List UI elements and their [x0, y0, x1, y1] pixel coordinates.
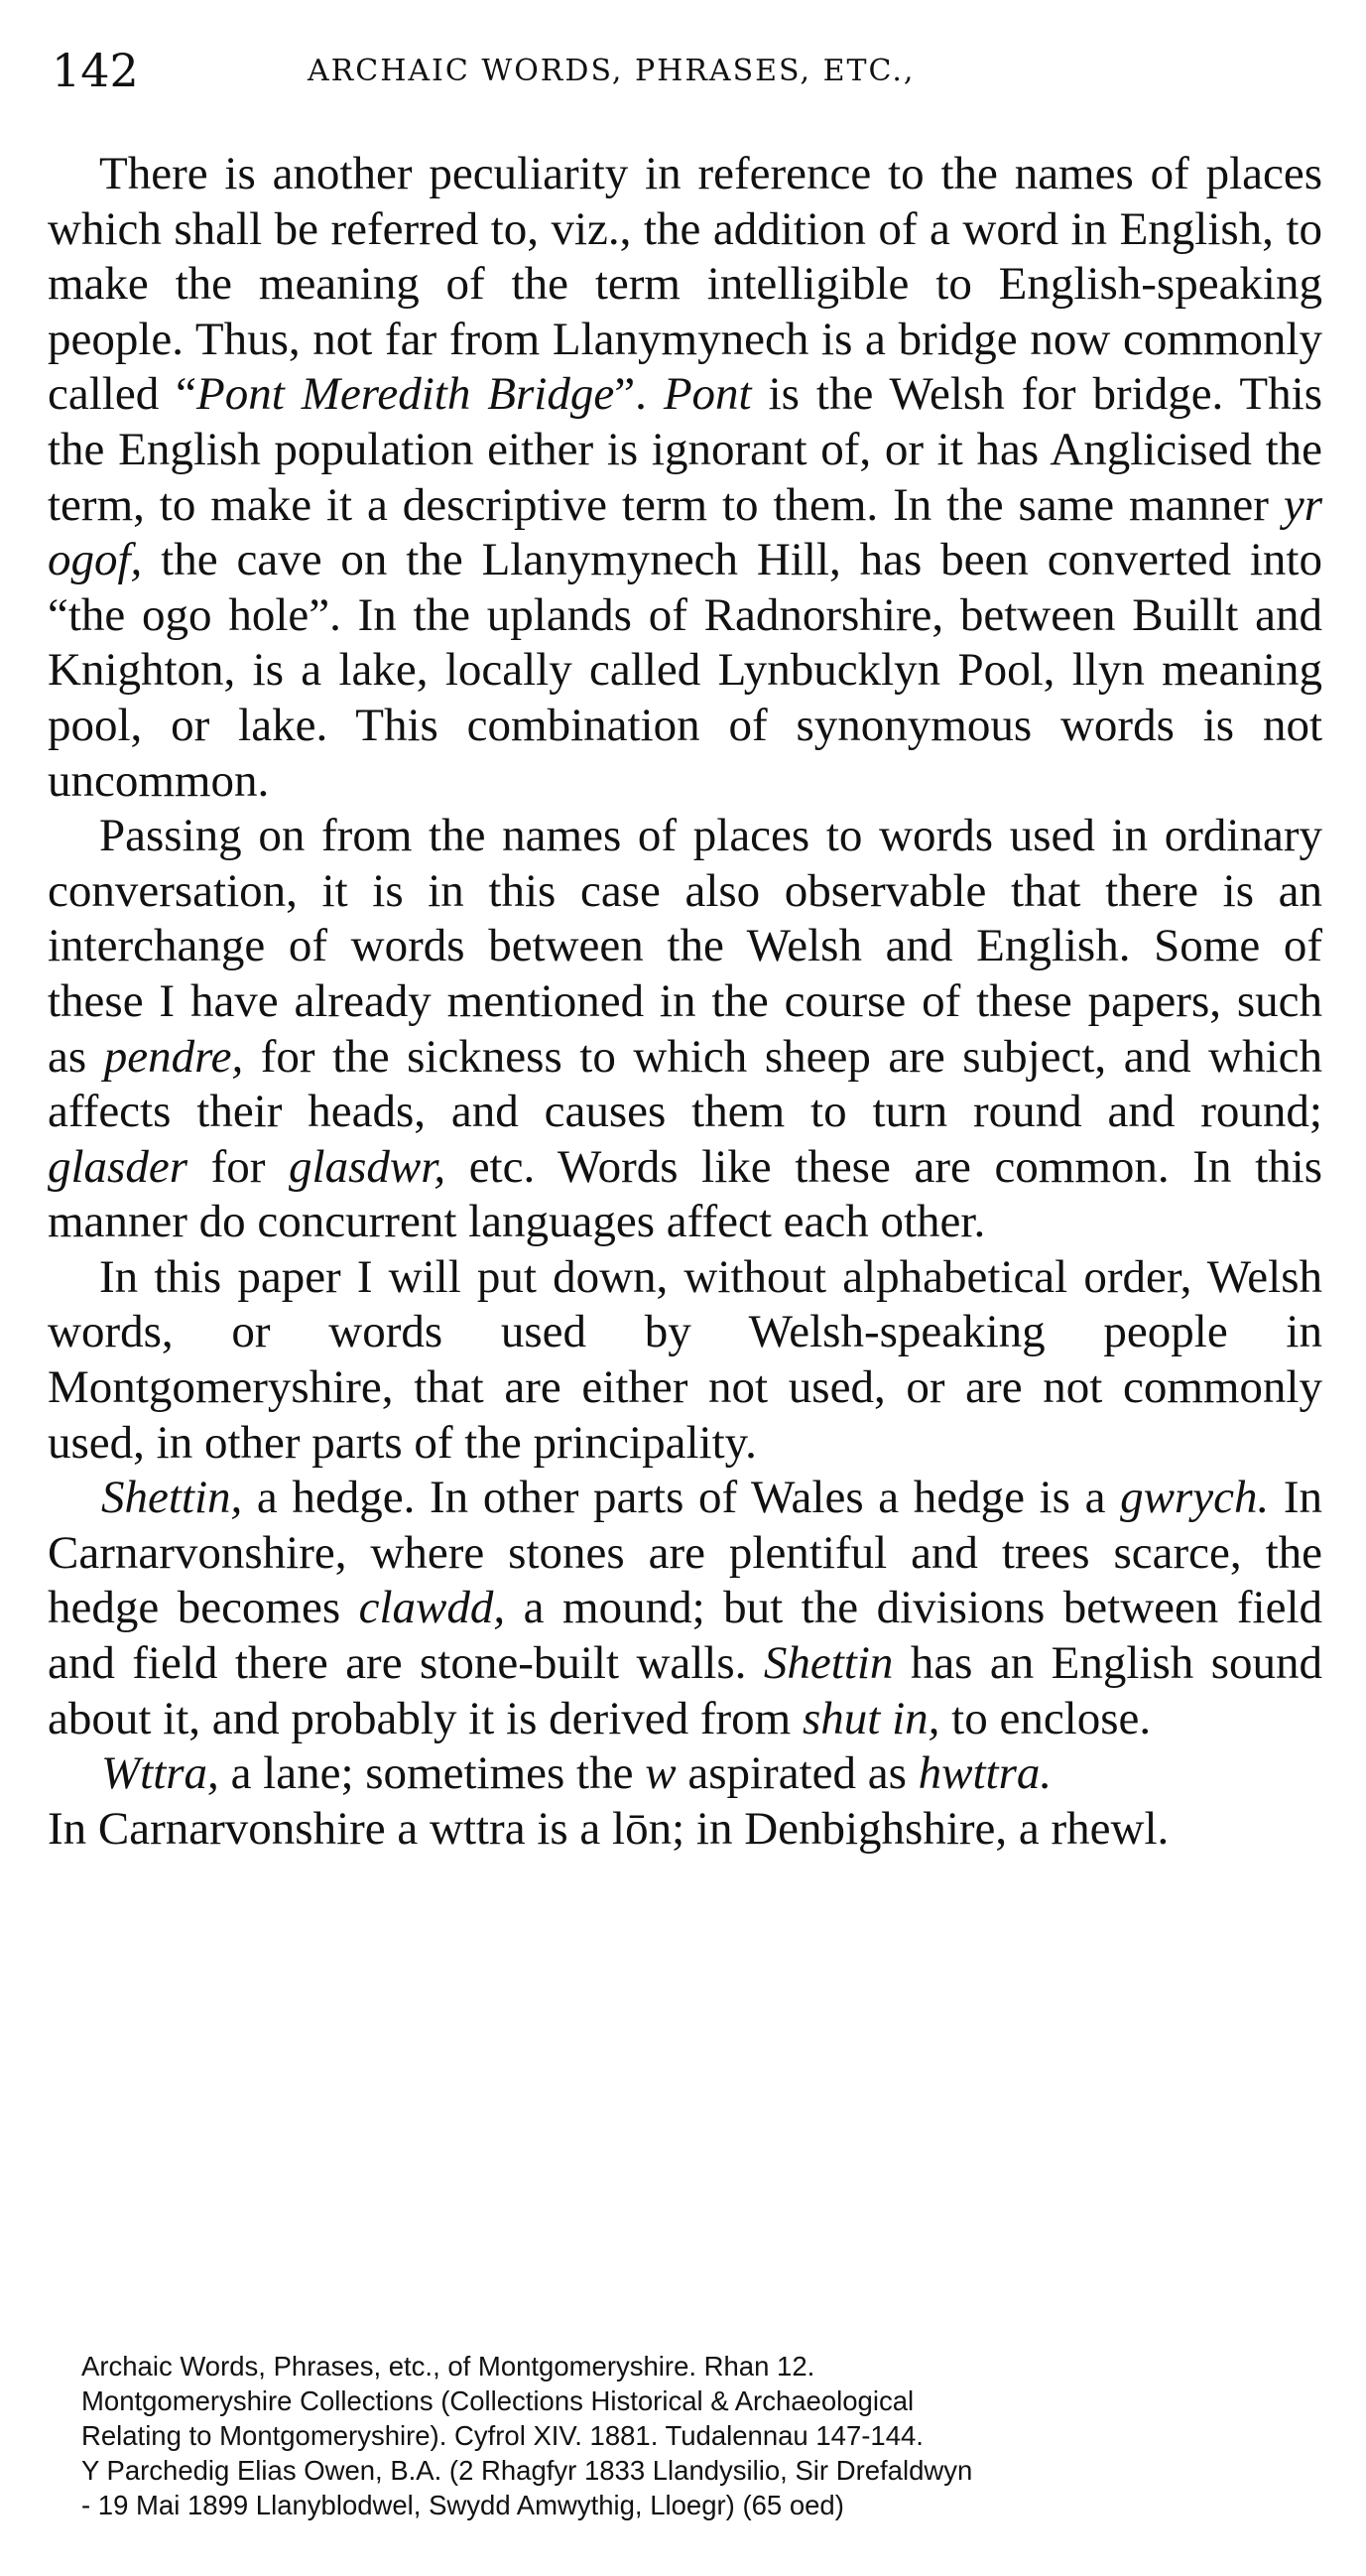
entry-wttra-continued: In Carnarvonshire a wttra is a lōn; in Denbighshire, a rhewl. [48, 1802, 1170, 1855]
running-title: ARCHAIC WORDS, PHRASES, ETC., [308, 54, 916, 88]
paragraph-place-names: There is another peculiarity in reference to the names of places which shall be referred to, viz., the addition of a word in English, to make the meaning of the term intelligible to English-speaking people. Thus, not far from Llanymynech is a bridge now commonly called “Pont Meredith Bridge”. Pont is the Welsh for bridge. This the English population either is ignorant of, or it has Anglicised the term, to make it a descriptive term to them. In the same manner yr ogof, the cave on the Llanymynech Hill, has been converted into “the ogo hole”. In the uplands of Radnorshire, between Buillt and Knighton, is a lake, locally called Lynbucklyn Pool, llyn meaning pool, or lake. This combination of synonymous words is not uncommon. [48, 148, 1322, 807]
body-text [48, 147, 1322, 1857]
citation-line: Relating to Montgomeryshire). Cyfrol XIV. 1881. Tudalennau 147-144. [81, 2420, 924, 2451]
citation-line: Archaic Words, Phrases, etc., of Montgomeryshire. Rhan 12. [81, 2351, 815, 2382]
paragraph-conversation-words: Passing on from the names of places to words used in ordinary conversation, it is in this case also observable that there is an interchange of words between the Welsh and English. Some of these I have already mentioned in the course of these papers, such as pendre, for the sickness to which sheep are subject, and which affects their heads, and causes them to turn round and round; glasder for glasdwr, etc. Words like these are common. In this manner do concurrent languages affect each other. [48, 810, 1322, 1248]
citation-line: Y Parchedig Elias Owen, B.A. (2 Rhagfyr 1833 Llandysilio, Sir Drefaldwyn [81, 2455, 973, 2486]
citation-footer [81, 2349, 1272, 2522]
citation-line: - 19 Mai 1899 Llanyblodwel, Swydd Amwythig, Lloegr) (65 oed) [81, 2490, 844, 2520]
citation-line: Montgomeryshire Collections (Collections Historical & Archaeological [81, 2385, 915, 2416]
page-number: 142 [52, 44, 139, 97]
page-header [52, 44, 1331, 103]
entry-shettin: Shettin, a hedge. In other parts of Wales a hedge is a gwrych. In Carnarvonshire, where stones are plentiful and trees scarce, the hedge becomes clawdd, a mound; but the divisions between field and field there are stone-built walls. Shettin has an English sound about it, and probably it is derived from shut in, to enclose. [48, 1472, 1323, 1744]
paragraph-intent: In this paper I will put down, without alphabetical order, Welsh words, or words used by Welsh-speaking people in Montgomeryshire, that are either not used, or are not commonly used, in other parts of the principality. [48, 1250, 1322, 1469]
entry-wttra: Wttra, a lane; sometimes the w aspirated as hwttra. [101, 1747, 1053, 1800]
